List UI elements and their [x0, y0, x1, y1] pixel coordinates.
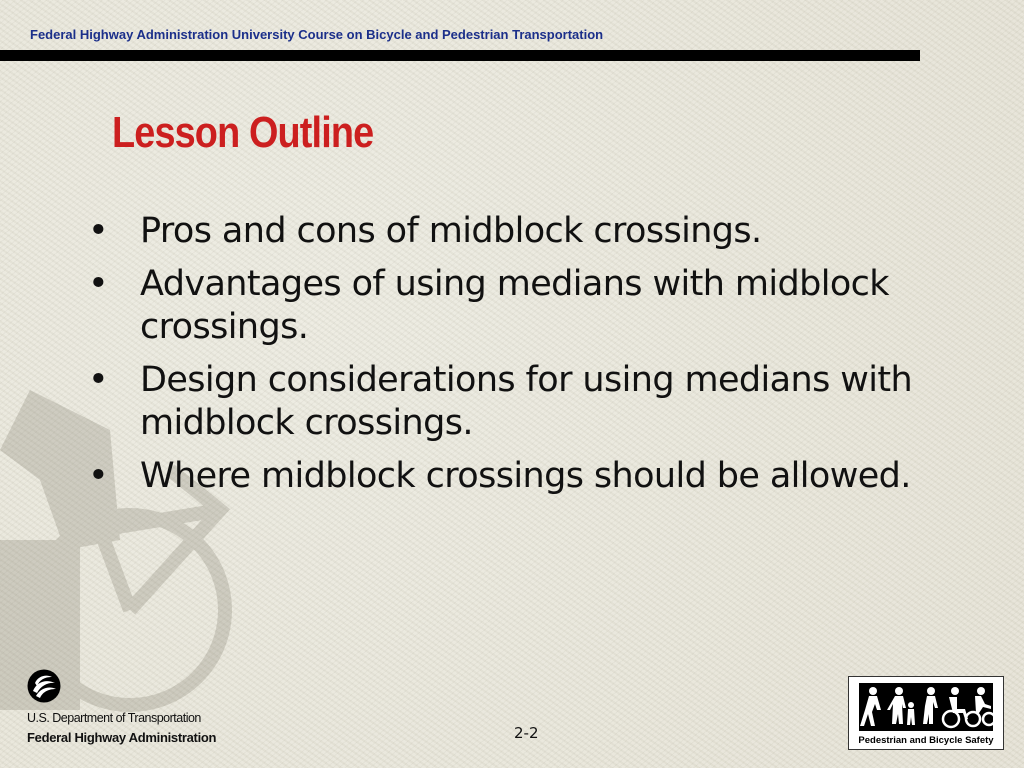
slide-title: Lesson Outline: [112, 108, 374, 157]
bullet-text: Design considerations for using medians with midblock crossings.: [140, 360, 913, 443]
usdot-logo-icon: [27, 669, 61, 703]
bullet-dot: •: [88, 211, 109, 251]
bullet-text: Advantages of using medians with midblock crossings.: [140, 264, 889, 347]
fhwa-agency-name: Federal Highway Administration: [27, 730, 217, 745]
bullet-dot: •: [88, 264, 109, 304]
bullet-item: [88, 263, 968, 349]
course-header: Federal Highway Administration University Course on Bicycle and Pedestrian Transportation: [30, 27, 604, 42]
bullet-text: Where midblock crossings should be allowed.: [140, 456, 911, 496]
bullet-dot: •: [88, 456, 109, 496]
bullet-item: [88, 455, 968, 498]
bullet-dot: •: [88, 360, 109, 400]
bullet-item: [88, 210, 968, 253]
page-number: 2-2: [514, 724, 539, 742]
header-divider: [0, 50, 920, 61]
ped-logo-label: Pedestrian and Bicycle Safety: [858, 735, 994, 746]
ped-bike-safety-logo: [848, 676, 1004, 750]
bullet-text: Pros and cons of midblock crossings.: [140, 211, 762, 251]
bullet-item: [88, 359, 968, 445]
dot-department-name: U.S. Department of Transportation: [27, 711, 201, 725]
ped-bike-pictogram-icon: [849, 679, 1003, 735]
bullet-list: [88, 210, 968, 508]
